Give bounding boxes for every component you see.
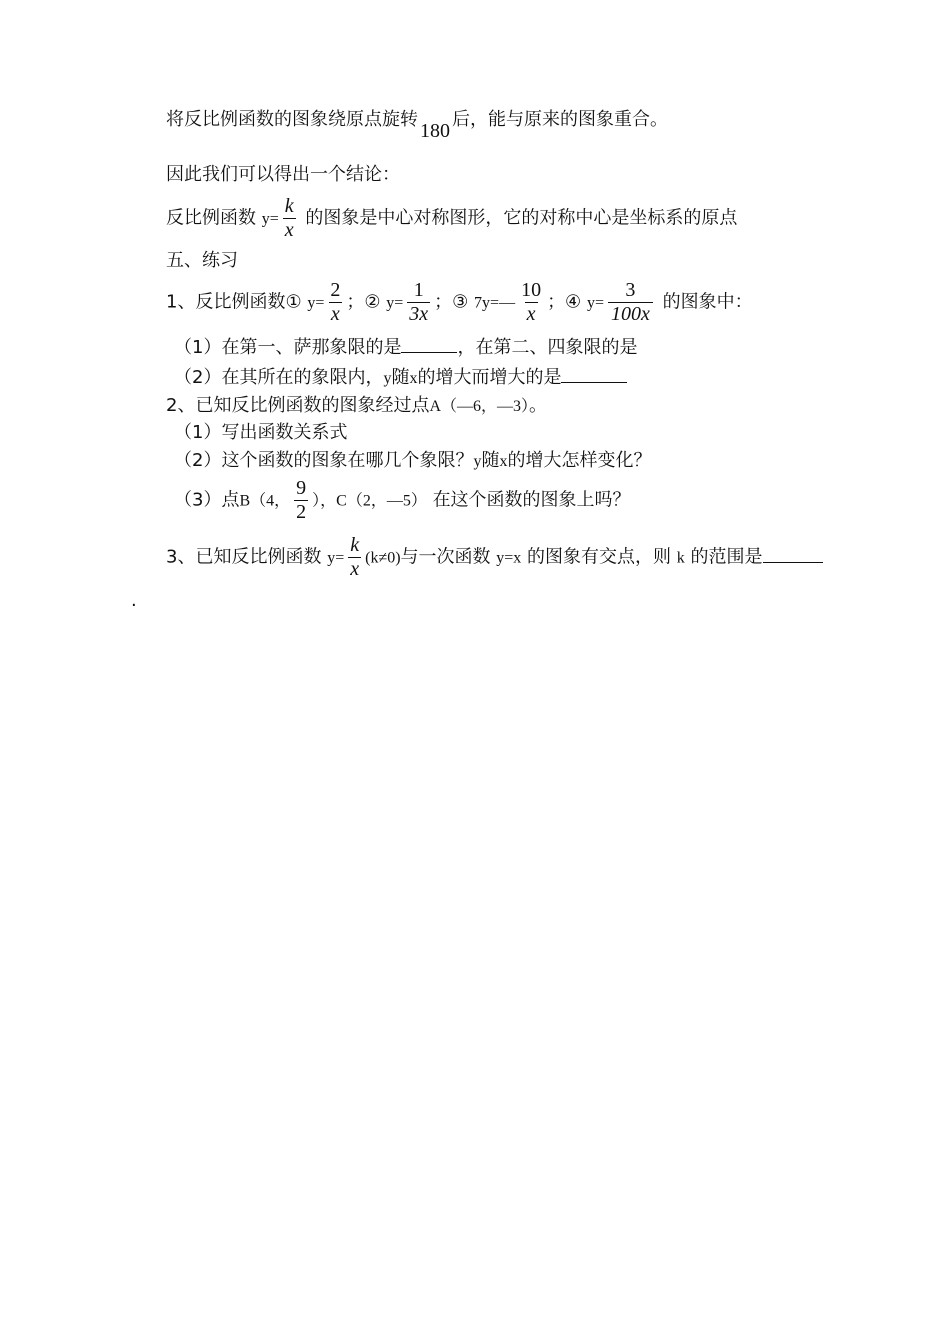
fraction-9-over-2: $\frac{9}{2}$ (296, 477, 307, 523)
q1-f3-y: 7y= (474, 294, 500, 312)
q2b-post: 的增大怎样变化？ (507, 450, 652, 471)
question-3 (166, 534, 823, 581)
rotation-text-post: 后，能与原来的图象重合。 (452, 109, 668, 130)
var-y: y (383, 370, 392, 387)
q2b-mid: 随 (481, 450, 500, 471)
q2-post: 。 (529, 395, 548, 416)
point-a: A（—6，—3） (429, 398, 530, 415)
question-2 (166, 393, 547, 420)
var-x: x (499, 453, 508, 470)
q3-mid2: 的图象有交点，则 (527, 546, 672, 568)
q1a-mid: ，在第二、四象限的是 (457, 337, 638, 358)
q1-f1-y: y= (307, 294, 325, 312)
q2c-pre: （3）点 (174, 489, 240, 511)
fraction-10-over-x: $\frac{10}{x}$ (521, 279, 542, 325)
stray-dot: . (131, 590, 137, 611)
question-2-part-1 (174, 420, 347, 446)
answer-blank[interactable] (763, 544, 823, 563)
conclusion-intro-text: 因此我们可以得出一个结论： (166, 164, 400, 185)
fraction-1-over-3x: $\frac{1}{3x}$ (409, 279, 429, 325)
q1-sep3: ；④ (547, 291, 582, 313)
q1-f2-y: y= (386, 294, 404, 312)
question-1-part-1 (174, 334, 637, 361)
q1-sep1: ；② (346, 291, 381, 313)
q3-pre: 3、已知反比例函数 (166, 546, 322, 568)
question-1-part-2 (174, 364, 627, 392)
q2-pre: 2、已知反比例函数的图象经过点 (166, 395, 430, 416)
point-b-start: B（4， (239, 492, 291, 510)
fraction-3-over-100x: $\frac{3}{100x}$ (608, 279, 653, 326)
rotation-text-pre: 将反比例函数的图象绕原点旋转 (166, 109, 418, 130)
question-2-part-3 (174, 477, 631, 524)
q1b-mid: 随 (391, 367, 410, 388)
conclusion-intro (166, 162, 400, 188)
q3-post: 的范围是 (690, 546, 763, 568)
q1a-pre: （1）在第一、萨那象限的是 (174, 337, 402, 358)
section-title-text: 五、练习 (166, 250, 238, 271)
q1-f4-y: y= (586, 294, 604, 312)
linear-function: y=x (496, 549, 522, 567)
var-y: y (473, 453, 482, 470)
q2b-pre: （2）这个函数的图象在哪几个象限？ (174, 450, 474, 471)
rotation-sentence (166, 106, 668, 142)
q1b-post: 的增大而增大的是 (417, 367, 562, 388)
section-title (166, 248, 238, 274)
q1-sep2: ；③ (434, 291, 469, 313)
function-y: y= (261, 210, 279, 228)
point-b-c: ），C（2，—5） (312, 492, 427, 510)
conclusion-statement (166, 195, 737, 242)
q1b-pre: （2）在其所在的象限内， (174, 367, 384, 388)
q3-condition: (k≠0) (365, 549, 401, 567)
question-2-part-2 (174, 448, 651, 475)
answer-blank[interactable] (561, 364, 627, 383)
var-x: x (409, 370, 418, 387)
answer-blank[interactable] (401, 334, 457, 353)
q1-post: 的图象中： (662, 291, 753, 313)
fraction-2-over-x: $\frac{2}{x}$ (330, 279, 341, 325)
fraction-k-over-x: $\frac{k}{x}$ (350, 534, 360, 580)
q1-f3-minus: — (499, 294, 516, 312)
q3-y: y= (327, 549, 345, 567)
q2c-post: 在这个函数的图象上吗？ (432, 489, 631, 511)
q1-label: 1、反比例函数① (166, 291, 302, 313)
q2a-text: （1）写出函数关系式 (174, 422, 348, 443)
var-k: k (676, 549, 685, 567)
q3-mid1: 与一次函数 (400, 546, 491, 568)
rotation-degree: 180 (420, 120, 450, 142)
conclusion-pre: 反比例函数 (166, 207, 256, 229)
question-1 (166, 279, 753, 326)
conclusion-post: 的图象是中心对称图形，它的对称中心是坐标系的原点 (305, 207, 738, 229)
fraction-k-over-x: $\frac{k}{x}$ (284, 195, 294, 241)
